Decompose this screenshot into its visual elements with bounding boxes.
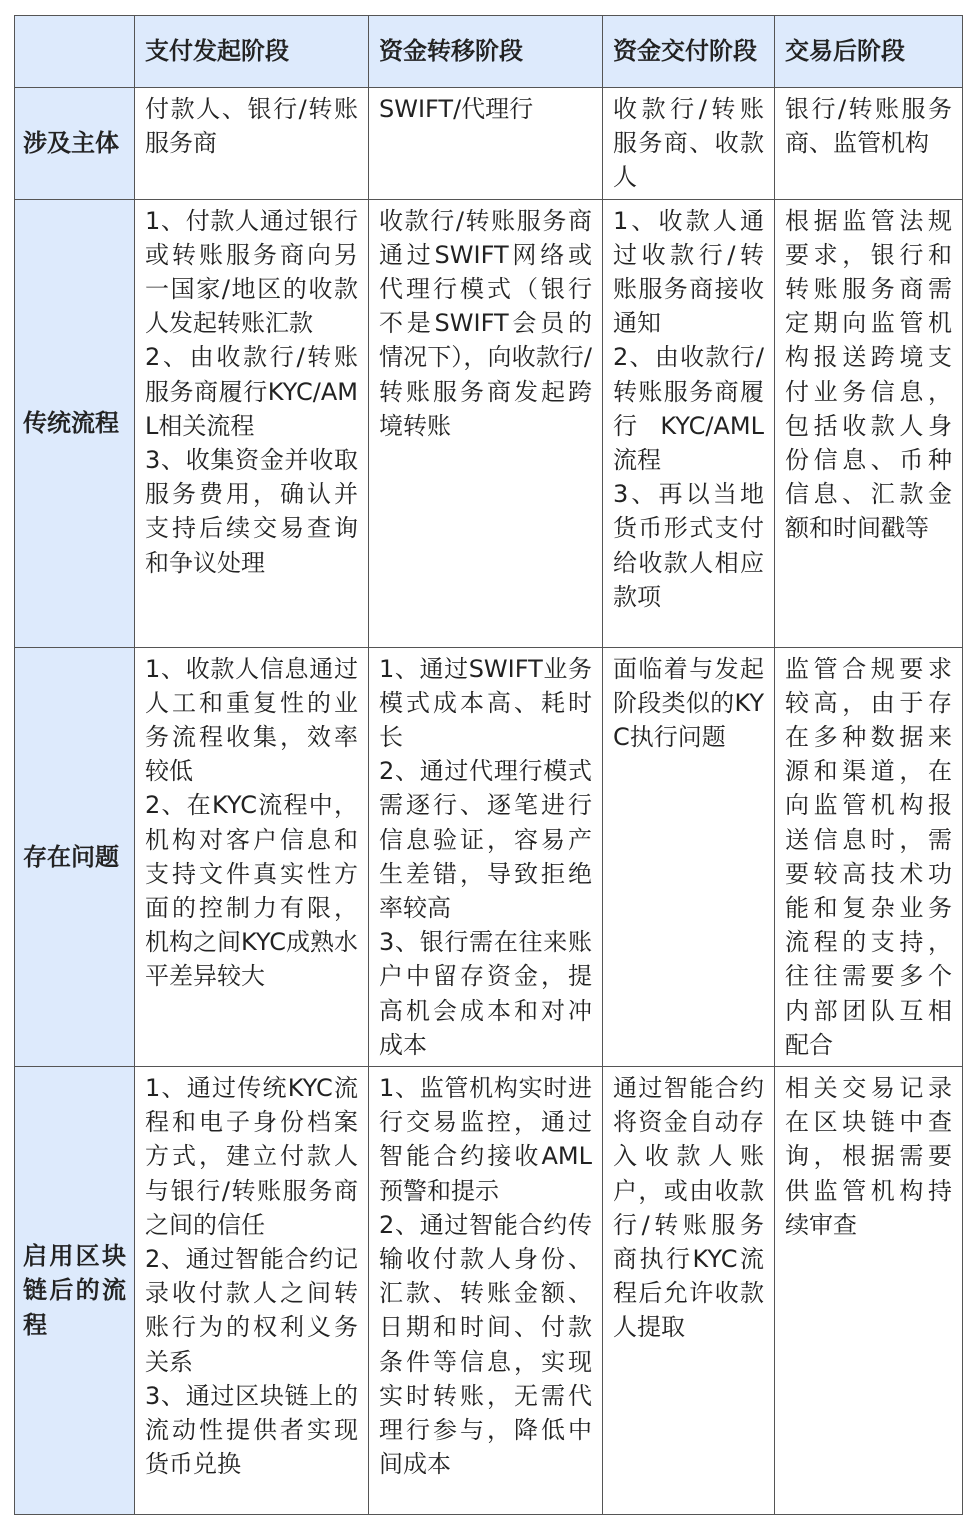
table-row — [15, 88, 963, 200]
table-cell — [775, 647, 963, 1066]
table-cell — [603, 199, 775, 647]
row-header-problems: 存在问题 — [15, 647, 135, 1066]
table-row — [15, 1067, 963, 1515]
table-cell — [135, 199, 369, 647]
table-row — [15, 199, 963, 647]
table-cell: 银行/转账服务商、监管机构 — [775, 88, 963, 200]
row-header-blockchain: 启用区块链后的流程 — [15, 1067, 135, 1515]
column-header-post-trade: 交易后阶段 — [775, 16, 963, 88]
list-item: 2、由收款行/转账服务商履行KYC/AML相关流程 — [145, 343, 358, 440]
list-item: 1、通过传统KYC流程和电子身份档案方式，建立付款人与银行/转账服务商之间的信任 — [145, 1074, 358, 1239]
table-cell: 收款行/转账服务商、收款人 — [603, 88, 775, 200]
table-cell — [135, 1067, 369, 1515]
table-cell: 付款人、银行/转账服务商 — [135, 88, 369, 200]
list-item: 1、监管机构实时进行交易监控，通过智能合约接收AML预警和提示 — [379, 1074, 592, 1205]
table-cell: SWIFT/代理行 — [369, 88, 603, 200]
list-item: 1、付款人通过银行或转账服务商向另一国家/地区的收款人发起转账汇款 — [145, 206, 358, 338]
list-item: 1、收款人信息通过人工和重复性的业务流程收集，效率较低 — [145, 654, 358, 786]
list-item: 3、通过区块链上的流动性提供者实现货币兑换 — [145, 1381, 358, 1479]
table-row — [15, 647, 963, 1066]
list-item: 2、通过智能合约传输收付款人身份、汇款、转账金额、日期和时间、付款条件等信息，实现实时转账，无需代理行参与，降低中间成本 — [379, 1210, 592, 1479]
column-header-transfer: 资金转移阶段 — [369, 16, 603, 88]
corner-cell — [15, 16, 135, 88]
list-item: 1、收款人通过收款行/转账服务商接收通知 — [613, 206, 764, 338]
table-cell — [775, 1067, 963, 1515]
list-item: 根据监管法规要求，银行和转账服务商需定期向监管机构报送跨境支付业务信息，包括收款人身份信息、币种信息、汇款金额和时间戳等 — [785, 206, 952, 543]
table-cell — [369, 199, 603, 647]
list-item: 2、由收款行/转账服务商履行KYC/AML流程 — [613, 343, 764, 475]
list-item: 监管合规要求较高，由于存在多种数据来源和渠道，在向监管机构报送信息时，需要较高技术功能和复杂业务流程的支持，往往需要多个内部团队互相配合 — [785, 654, 952, 1059]
list-item: 3、再以当地货币形式支付给收款人相应款项 — [613, 480, 764, 611]
table-cell — [369, 647, 603, 1066]
row-header-traditional: 传统流程 — [15, 199, 135, 647]
list-item: 2、通过代理行模式需逐行、逐笔进行信息验证，容易产生差错，导致拒绝率较高 — [379, 757, 592, 923]
list-item: 3、银行需在往来账户中留存资金，提高机会成本和对冲成本 — [379, 928, 592, 1059]
table-cell — [369, 1067, 603, 1515]
table-cell — [603, 1067, 775, 1515]
column-header-initiation: 支付发起阶段 — [135, 16, 369, 88]
column-header-delivery: 资金交付阶段 — [603, 16, 775, 88]
table-cell — [603, 647, 775, 1066]
header-row — [15, 16, 963, 88]
list-item: 2、在KYC流程中，机构对客户信息和支持文件真实性方面的控制力有限，机构之间KYC成熟水平差异较大 — [145, 791, 358, 991]
list-item: 收款行/转账服务商通过SWIFT网络或代理行模式（银行不是SWIFT会员的情况下），向收款行/转账服务商发起跨境转账 — [379, 206, 592, 440]
table-cell — [135, 647, 369, 1066]
list-item: 面临着与发起阶段类似的KYC执行问题 — [613, 654, 764, 752]
list-item: 2、通过智能合约记录收付款人之间转账行为的权利义务关系 — [145, 1245, 358, 1376]
list-item: 3、收集资金并收取服务费用，确认并支持后续交易查询和争议处理 — [145, 446, 358, 577]
list-item: 通过智能合约将资金自动存入收款人账户，或由收款行/转账服务商执行KYC流程后允许收款人提取 — [613, 1074, 764, 1342]
row-header-subjects: 涉及主体 — [15, 88, 135, 200]
list-item: 相关交易记录在区块链中查询，根据需要供监管机构持续审查 — [785, 1074, 952, 1239]
list-item: 1、通过SWIFT业务模式成本高、耗时长 — [379, 654, 592, 752]
table-cell — [775, 199, 963, 647]
comparison-table — [14, 15, 963, 1515]
